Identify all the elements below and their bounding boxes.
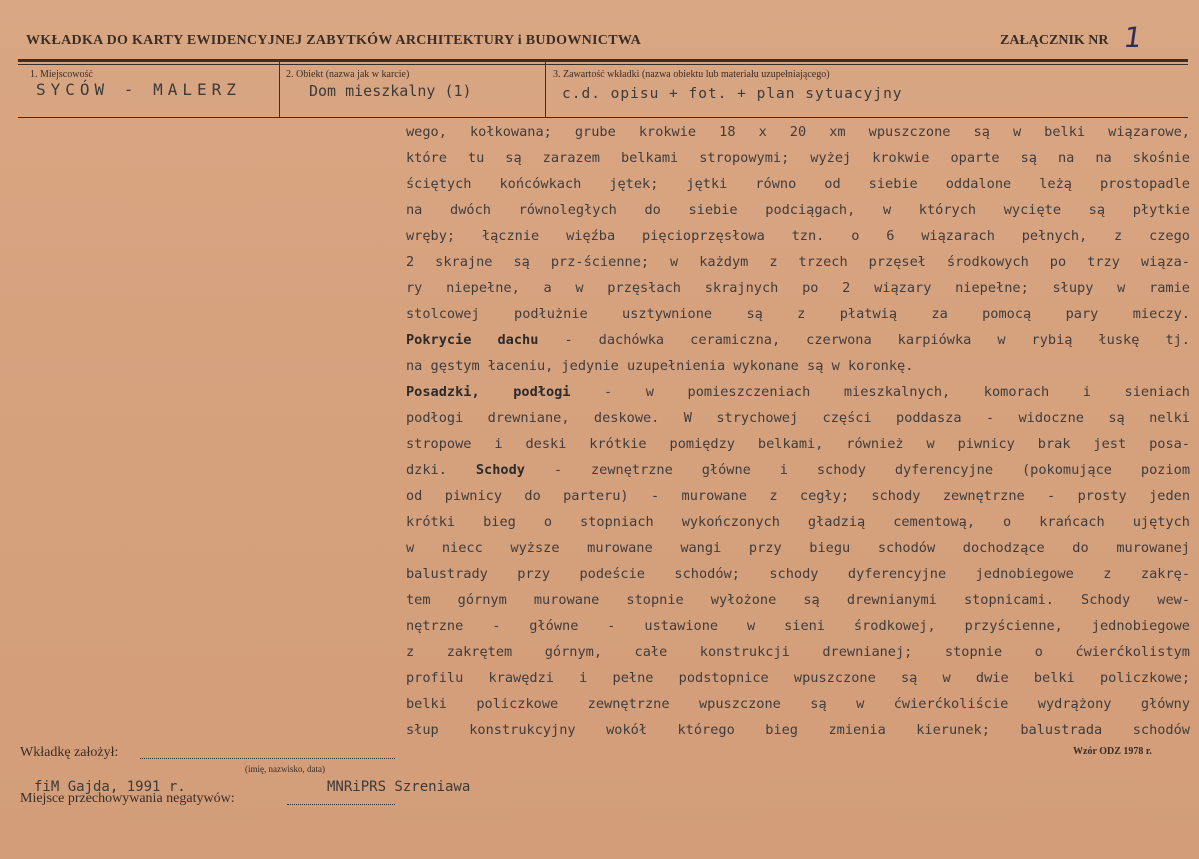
body-line-text: balustrady przy podeście schodów; schody dyferencyjne jednobiegowe z zakrę- xyxy=(406,566,1190,582)
body-line xyxy=(406,301,1190,327)
body-line xyxy=(406,145,1190,171)
body-line-text: - zewnętrzne główne i schody dyferencyjne (pokomujące poziom xyxy=(524,462,1190,478)
body-line xyxy=(406,275,1190,301)
body-line xyxy=(406,665,1190,691)
description-text xyxy=(406,119,1190,743)
body-line-text: profilu krawędzi i pełne podstopnice wpuszczone są w dwie belki policzkowe; xyxy=(406,670,1190,686)
founder-hint: (imię, nazwisko, data) xyxy=(245,764,325,774)
body-line-text: ściętych końcówkach jętek; jętki równo od siebie oddalone leżą prostopadle xyxy=(406,176,1190,192)
body-line-text: - w pomieszczeniach mieszkalnych, komorach i sieniach xyxy=(570,384,1190,400)
negatives-label: Miejsce przechowywania negatywów: xyxy=(20,791,235,806)
body-line-text: z zakrętem górnym, całe konstrukcji drewnianej; stopnie o ćwierćkolistym xyxy=(406,644,1190,660)
body-line xyxy=(406,691,1190,717)
body-line xyxy=(406,405,1190,431)
body-heading: Posadzki, podłogi xyxy=(406,384,571,400)
body-line-text: krótki bieg o stopniach wykończonych gładzią cementową, o krańcach ujętych xyxy=(406,514,1190,530)
body-line xyxy=(406,119,1190,145)
body-line-text: wego, kołkowana; grube krokwie 18 x 20 xm wpuszczone są w belki wiązarowe, xyxy=(406,124,1190,140)
body-line xyxy=(406,587,1190,613)
body-line xyxy=(406,223,1190,249)
field-divider-2 xyxy=(545,62,546,118)
body-line-text: - dachówka ceramiczna, czerwona karpiówka w rybią łuskę tj. xyxy=(538,332,1190,348)
body-line xyxy=(406,353,1190,379)
annex-number: 1 xyxy=(1121,21,1145,54)
body-heading: Schody xyxy=(475,462,525,478)
body-line xyxy=(406,249,1190,275)
body-line xyxy=(406,483,1190,509)
body-line xyxy=(406,639,1190,665)
body-line-text: stolcowej podłużnie usztywnione są z płatwią za pomocą pary mieczy. xyxy=(406,306,1190,322)
body-line-text: które tu są zarazem belkami stropowymi; wyżej krokwie oparte są na na skośnie xyxy=(406,150,1190,166)
body-line-text: nętrzne - główne - ustawione w sieni środkowej, przyścienne, jednobiegowe xyxy=(406,618,1190,634)
card-title: WKŁADKA DO KARTY EWIDENCYJNEJ ZABYTKÓW ARCHITEKTURY i BUDOWNICTWA xyxy=(26,33,642,48)
body-line xyxy=(406,509,1190,535)
object-label: 2. Obiekt (nazwa jak w karcie) xyxy=(286,69,410,80)
content-value: c.d. opisu + fot. + plan sytuacyjny xyxy=(562,86,903,102)
body-line-text: na gęstym łaceniu, jedynie uzupełnienia wykonane są w koronkę. xyxy=(406,358,914,374)
body-line xyxy=(406,171,1190,197)
object-value: Dom mieszkalny (1) xyxy=(309,82,472,100)
body-line-text: tem górnym murowane stopnie wyłożone są drewnianymi stopnicami. Schody wew- xyxy=(406,592,1190,608)
body-line xyxy=(406,431,1190,457)
body-line-text: ry niepełne, a w przęsłach skrajnych po 2 wiązary niepełne; słupy w ramie xyxy=(406,280,1190,296)
body-line-text: stropowe i deski krótkie pomiędzy belkami, również w piwnicy brak jest posa- xyxy=(406,436,1190,452)
locality-value: SYCÓW - MALERZ xyxy=(36,80,241,99)
top-rule-thin xyxy=(18,64,1188,65)
body-line-text: słup konstrukcyjny wokół którego bieg zmienia kierunek; balustrada schodów xyxy=(406,722,1190,738)
body-line xyxy=(406,457,1190,483)
body-line-text: od piwnicy do parteru) - murowane z cegły; schody zewnętrzne - prosty jeden xyxy=(406,488,1190,504)
negatives-value: MNRiPRS Szreniawa xyxy=(327,779,471,795)
founder-value: fiM Gajda, 1991 r. xyxy=(34,779,186,795)
body-line xyxy=(406,717,1190,743)
top-rule xyxy=(18,59,1188,62)
field-divider-1 xyxy=(279,62,280,118)
negatives-dotted-line xyxy=(287,804,395,805)
body-line-text: w niecc wyższe murowane wangi przy biegu schodów dochodzące do murowanej xyxy=(406,540,1190,556)
body-line xyxy=(406,561,1190,587)
body-line xyxy=(406,327,1190,353)
founder-dotted-line xyxy=(140,758,395,759)
body-line-text: belki policzkowe zewnętrzne wpuszczone są w ćwierćkoliście wydrążony główny xyxy=(406,696,1190,712)
body-line-text: podłogi drewniane, deskowe. W strychowej części poddasza - widoczne są nelki xyxy=(406,410,1190,426)
body-line-prefix: dzki. xyxy=(406,462,476,478)
body-line-text: 2 skrajne są prz-ścienne; w każdym z trzech przęseł środkowych po trzy wiąza- xyxy=(406,254,1190,270)
locality-label: 1. Miejscowość xyxy=(30,69,93,80)
body-heading: Pokrycie dachu xyxy=(406,332,539,348)
body-line xyxy=(406,613,1190,639)
body-line xyxy=(406,379,1190,405)
body-line-text: na dwóch równoległych do siebie podciągach, w których wycięte są płytkie xyxy=(406,202,1190,218)
body-line xyxy=(406,535,1190,561)
field-bottom-rule xyxy=(18,117,1188,118)
form-code: Wzór ODZ 1978 r. xyxy=(1073,746,1152,757)
annex-label: ZAŁĄCZNIK NR xyxy=(1000,33,1109,48)
content-label: 3. Zawartość wkładki (nazwa obiektu lub materiału uzupełniającego) xyxy=(553,69,830,80)
founder-label: Wkładkę założył: xyxy=(20,745,119,760)
body-line-text: wręby; łącznie więźba pięcioprzęsłowa tzn. o 6 wiązarach pełnych, z czego xyxy=(406,228,1190,244)
body-line xyxy=(406,197,1190,223)
